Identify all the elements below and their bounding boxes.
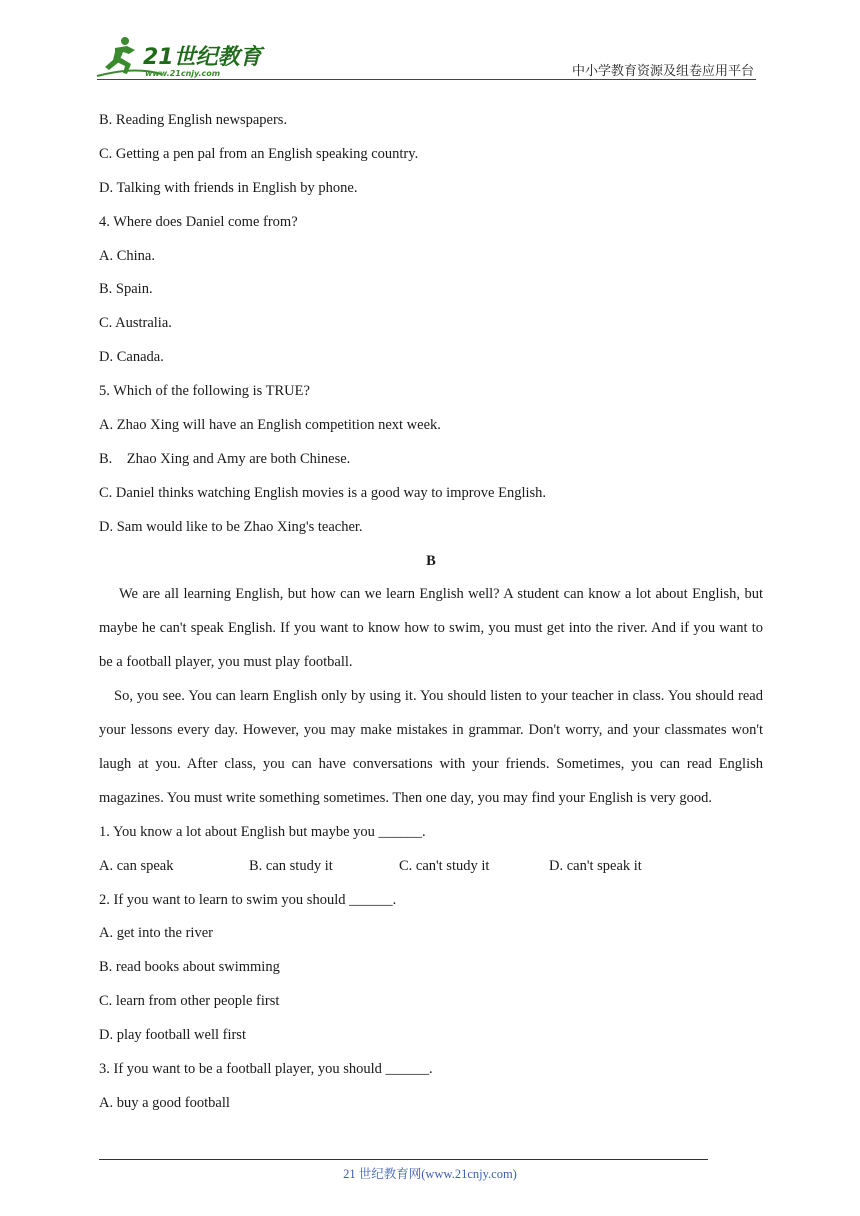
option-line: C. learn from other people first (99, 993, 280, 1010)
page-header (0, 0, 860, 90)
question-line: 5. Which of the following is TRUE? (99, 383, 310, 400)
question-line: 2. If you want to learn to swim you should ______. (99, 891, 397, 908)
runner-logo-icon (95, 36, 265, 80)
document-body (99, 104, 763, 1121)
option-line: B. read books about swimming (99, 959, 280, 976)
option-line: B. Spain. (99, 281, 153, 298)
option-line: C. Australia. (99, 315, 172, 332)
text-line: C. Getting a pen pal from an English speaking country. (99, 145, 419, 162)
option-d: D. can't speak it (549, 857, 642, 874)
passage-paragraph: So, you see. You can learn English only by using it. You should listen to your teacher in class. You should read your lessons every day. However, you may make mistakes in grammar. Don't worry, and your classmates won't laugh at you. After class, you can have conversations with your friends. Sometimes, you can read English magazines. You must write something sometimes. Then one day, you may find your English is very good. (99, 688, 763, 806)
option-line: C. Daniel thinks watching English movies is a good way to improve English. (99, 484, 547, 501)
question-line: 3. If you want to be a football player, you should ______. (99, 1061, 433, 1078)
site-name: 中小学教育资源及组卷应用平台 (571, 64, 754, 79)
option-line: B. Zhao Xing and Amy are both Chinese. (99, 450, 351, 467)
option-row (99, 850, 763, 884)
option-line: A. get into the river (99, 925, 213, 942)
option-a: A. can speak (99, 857, 174, 874)
header-divider (97, 79, 756, 80)
passage-paragraph: We are all learning English, but how can we learn English well? A student can know a lot about English, but maybe he can't speak English. If you want to know how to swim, you must get into the river. And if you want to be a football player, you must play football. (99, 586, 763, 671)
footer-link[interactable]: 21 世纪教育网(www.21cnjy.com) (343, 1167, 517, 1181)
text-line: D. Talking with friends in English by phone. (99, 179, 358, 196)
question-line: 1. You know a lot about English but maybe you ______. (99, 823, 426, 840)
site-logo (95, 36, 265, 80)
footer-divider (99, 1159, 708, 1160)
option-line: A. China. (99, 247, 155, 264)
logo-url: www.21cnjy.com (145, 69, 221, 78)
option-c: C. can't study it (399, 857, 490, 874)
section-heading: B (426, 552, 436, 569)
option-b: B. can study it (249, 857, 333, 874)
option-line: A. Zhao Xing will have an English competition next week. (99, 417, 441, 434)
option-line: D. Sam would like to be Zhao Xing's teacher. (99, 518, 363, 535)
question-line: 4. Where does Daniel come from? (99, 213, 298, 230)
option-line: D. Canada. (99, 349, 164, 366)
option-line: D. play football well first (99, 1027, 246, 1044)
logo-text: 21世纪教育 (143, 45, 262, 70)
option-line: A. buy a good football (99, 1094, 230, 1111)
text-line: B. Reading English newspapers. (99, 112, 288, 128)
